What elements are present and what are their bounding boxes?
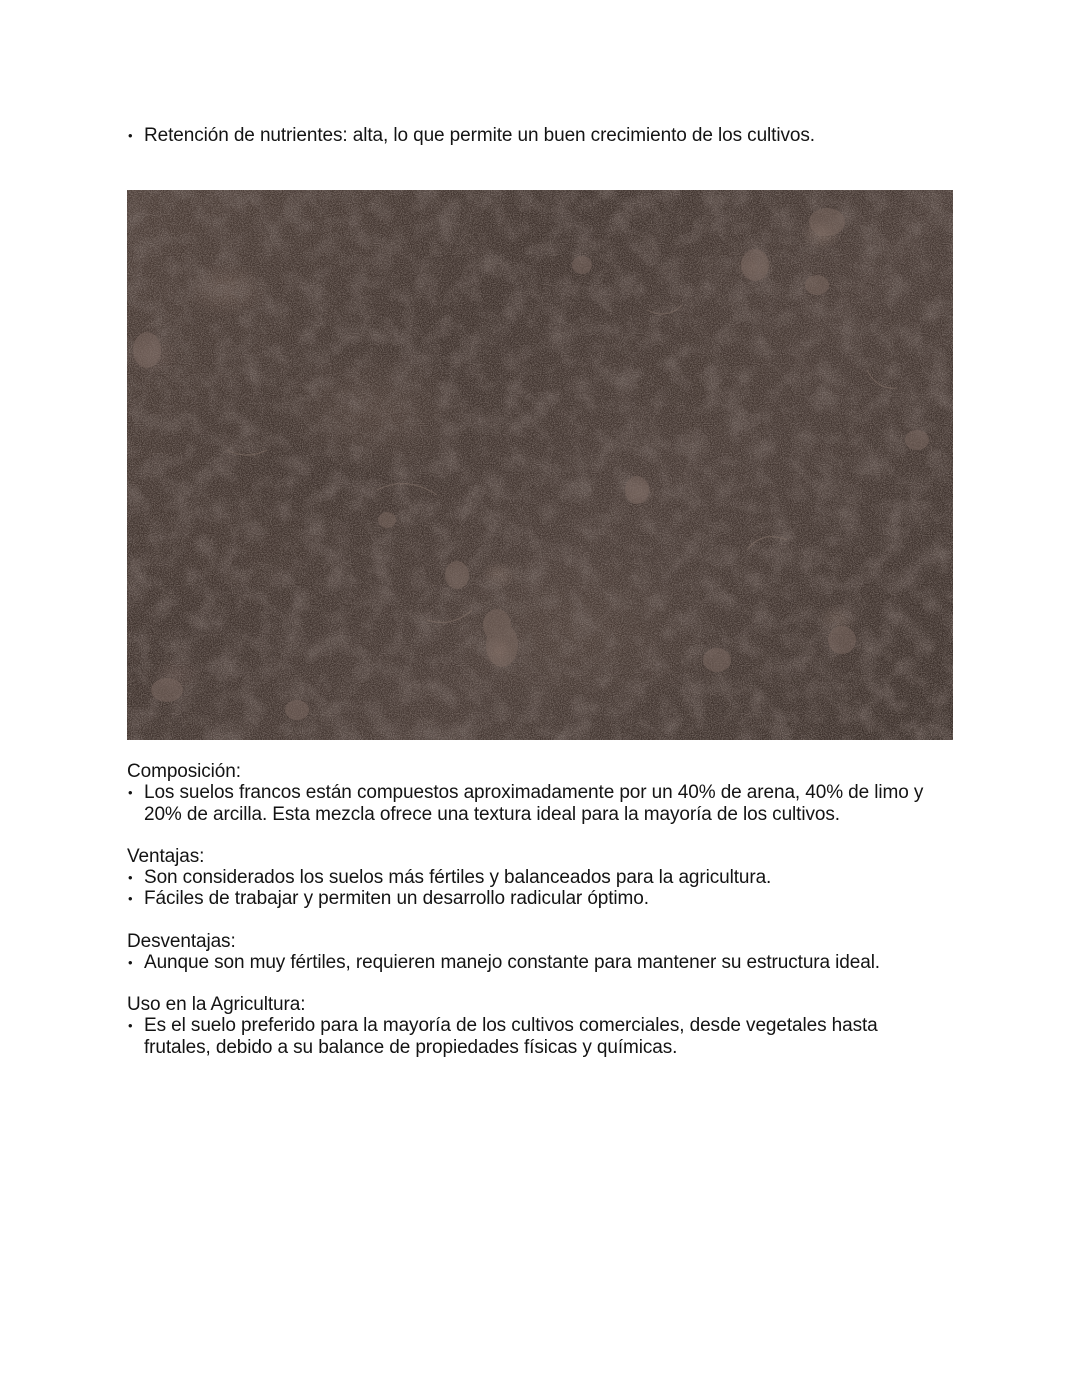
ventajas-bullet-item-2 xyxy=(127,888,957,910)
bullet-marker: • xyxy=(128,870,133,885)
section-heading-desventajas: Desventajas: xyxy=(127,931,236,952)
composicion-bullet-item xyxy=(127,782,957,826)
desventajas-bullet-text: Aunque son muy fértiles, requieren manejo constante para mantener su estructura ideal. xyxy=(144,952,880,973)
bullet-marker: • xyxy=(128,785,133,800)
ventajas-bullet-item-1 xyxy=(127,867,957,889)
composicion-bullet-text: Los suelos francos están compuestos aproximadamente por un 40% de arena, 40% de limo y 20% de arcilla. Esta mezcla ofrece una textura ideal para la mayoría de los cultivos. xyxy=(144,782,924,825)
intro-bullet-item xyxy=(127,125,957,147)
bullet-marker: • xyxy=(128,1018,133,1033)
soil-texture xyxy=(127,190,953,740)
soil-photo xyxy=(127,190,953,740)
intro-bullet-text: Retención de nutrientes: alta, lo que permite un buen crecimiento de los cultivos. xyxy=(144,125,815,146)
ventajas-bullet-text-2: Fáciles de trabajar y permiten un desarrollo radicular óptimo. xyxy=(144,888,649,909)
bullet-marker: • xyxy=(128,891,133,906)
bullet-marker: • xyxy=(128,128,133,143)
section-heading-ventajas: Ventajas: xyxy=(127,846,205,867)
desventajas-bullet-item xyxy=(127,952,957,974)
section-heading-uso-agricultura: Uso en la Agricultura: xyxy=(127,994,306,1015)
ventajas-bullet-text-1: Son considerados los suelos más fértiles y balanceados para la agricultura. xyxy=(144,867,772,888)
uso-agricultura-bullet-text: Es el suelo preferido para la mayoría de los cultivos comerciales, desde vegetales hasta frutales, debido a su balance de propiedades físicas y químicas. xyxy=(144,1015,878,1058)
bullet-marker: • xyxy=(128,955,133,970)
uso-agricultura-bullet-item xyxy=(127,1015,917,1059)
section-heading-composicion: Composición: xyxy=(127,761,241,782)
